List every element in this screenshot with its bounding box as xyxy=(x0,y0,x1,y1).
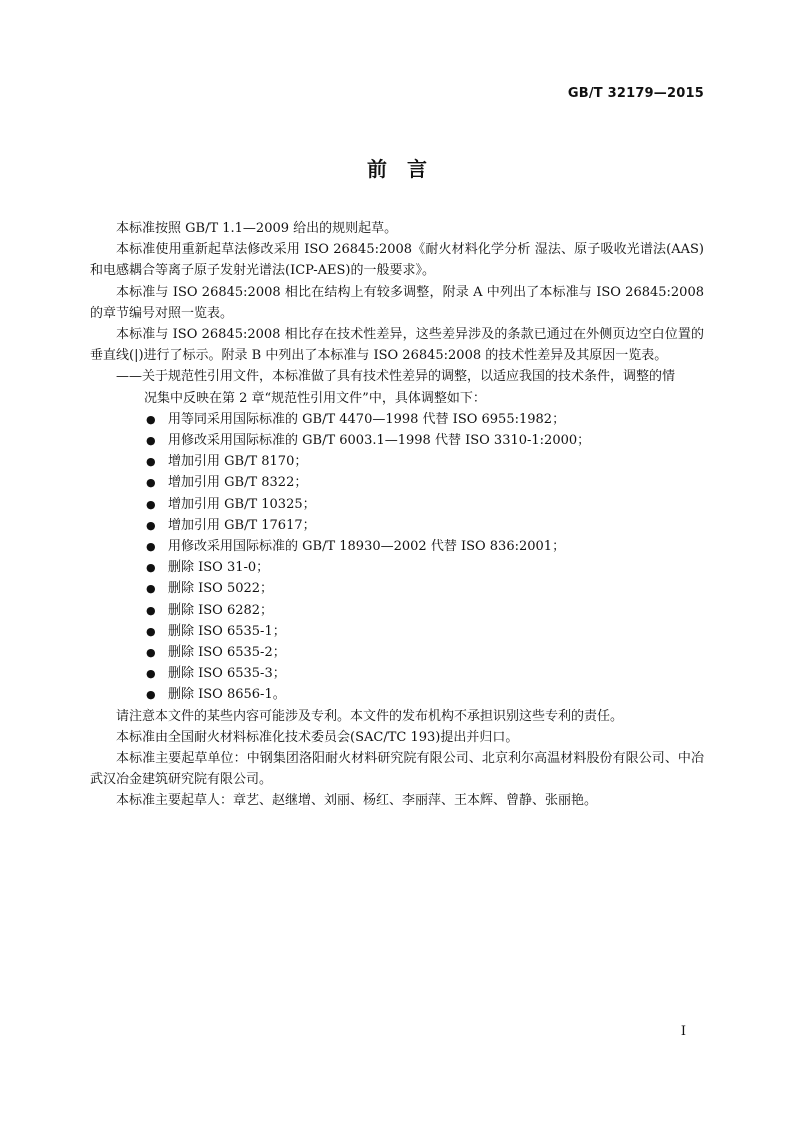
bullet-icon: ● xyxy=(146,540,156,554)
bullet-icon: ● xyxy=(146,624,156,638)
list-item: ● 删除 ISO 31-0； xyxy=(90,557,704,578)
list-item: ● 用修改采用国际标准的 GB/T 18930—2002 代替 ISO 836:2001； xyxy=(90,536,704,557)
dash-item-normative-references-cont: 况集中反映在第 2 章“规范性引用文件”中，具体调整如下： xyxy=(144,390,486,406)
paragraph-patent-notice: 请注意本文件的某些内容可能涉及专利。本文件的发布机构不承担识别这些专利的责任。 xyxy=(116,708,624,724)
page-title: 前言 xyxy=(367,157,447,181)
page-number: I xyxy=(680,1024,686,1039)
list-item: ● 增加引用 GB/T 10325； xyxy=(90,494,704,515)
list-item: ● 删除 ISO 8656-1。 xyxy=(90,684,704,705)
bullet-icon: ● xyxy=(146,582,156,596)
paragraph-drafters: 本标准主要起草人：章艺、赵继增、刘丽、杨红、李丽萍、王本辉、曾静、张丽艳。 xyxy=(116,793,598,809)
document-body xyxy=(90,218,704,812)
standard-code: GB/T 32179—2015 xyxy=(567,86,704,101)
bullet-icon: ● xyxy=(146,434,156,448)
paragraph-adoption: 本标准使用重新起草法修改采用 ISO 26845:2008《耐火材料化学分析 湿法、原子吸收光谱法(AAS)和电感耦合等离子原子发射光谱法(ICP-AES)的一般要求》。 xyxy=(90,242,704,279)
list-item: ● 删除 ISO 6282； xyxy=(90,600,704,621)
bullet-icon: ● xyxy=(146,412,156,426)
list-item: ● 增加引用 GB/T 17617； xyxy=(90,515,704,536)
bullet-icon: ● xyxy=(146,688,156,702)
paragraph-drafting-rules: 本标准按照 GB/T 1.1—2009 给出的规则起草。 xyxy=(116,221,398,236)
bullet-icon: ● xyxy=(146,561,156,575)
list-item: ● 增加引用 GB/T 8170； xyxy=(90,451,704,472)
paragraph-technical-differences: 本标准与 ISO 26845:2008 相比存在技术性差异，这些差异涉及的条款已通过在外侧页边空白位置的垂直线(|)进行了标示。附录 B 中列出了本标准与 ISO 26845:2008 的技术性差异及其原因一览表。 xyxy=(90,327,704,364)
bullet-icon: ● xyxy=(146,518,156,532)
paragraph-proposer: 本标准由全国耐火材料标准化技术委员会(SAC/TC 193)提出并归口。 xyxy=(116,729,519,745)
list-item: ● 删除 ISO 6535-1； xyxy=(90,621,704,642)
adjustment-list xyxy=(90,409,704,706)
list-item: ● 增加引用 GB/T 8322； xyxy=(90,472,704,493)
bullet-icon: ● xyxy=(146,667,156,681)
list-item: ● 删除 ISO 5022； xyxy=(90,578,704,599)
bullet-icon: ● xyxy=(146,646,156,660)
bullet-icon: ● xyxy=(146,603,156,617)
paragraph-structure: 本标准与 ISO 26845:2008 相比在结构上有较多调整，附录 A 中列出了本标准与 ISO 26845:2008 的章节编号对照一览表。 xyxy=(90,284,704,321)
list-item: ● 删除 ISO 6535-2； xyxy=(90,642,704,663)
list-item: ● 用等同采用国际标准的 GB/T 4470—1998 代替 ISO 6955:1982； xyxy=(90,409,704,430)
bullet-icon: ● xyxy=(146,455,156,469)
list-item: ● 用修改采用国际标准的 GB/T 6003.1—1998 代替 ISO 3310-1:2000； xyxy=(90,430,704,451)
bullet-icon: ● xyxy=(146,476,156,490)
list-item: ● 删除 ISO 6535-3； xyxy=(90,663,704,684)
dash-item-normative-references: ——关于规范性引用文件，本标准做了具有技术性差异的调整，以适应我国的技术条件，调整的情 xyxy=(116,369,676,385)
bullet-icon: ● xyxy=(146,497,156,511)
paragraph-drafting-units: 本标准主要起草单位：中钢集团洛阳耐火材料研究院有限公司、北京利尔高温材料股份有限公司、中冶武汉冶金建筑研究院有限公司。 xyxy=(90,751,704,788)
